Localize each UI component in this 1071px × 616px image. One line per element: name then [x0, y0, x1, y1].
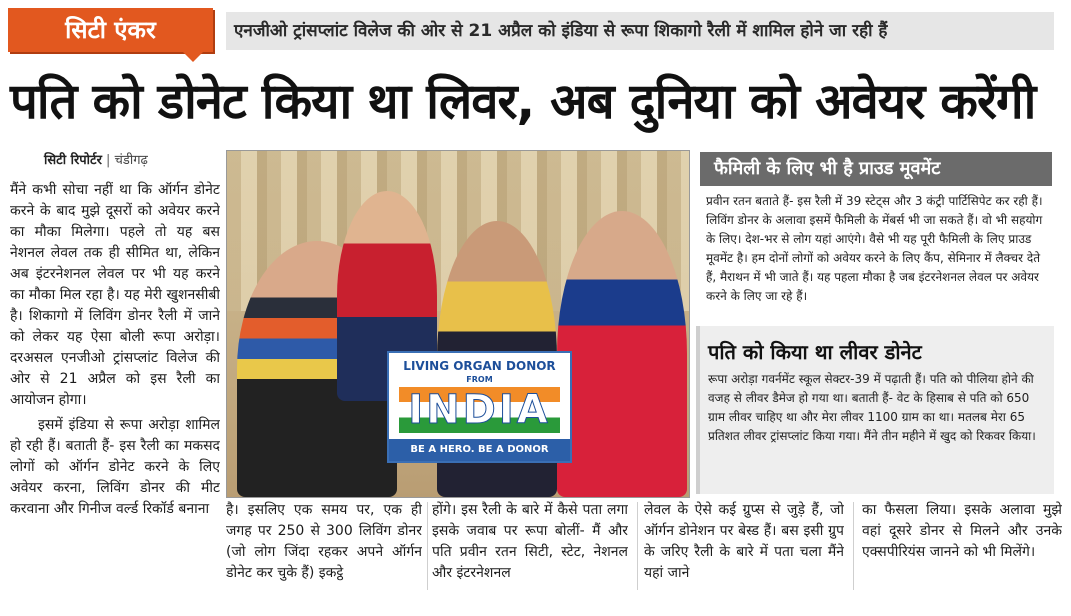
sign-line-2: FROM	[466, 375, 493, 384]
person-figure	[557, 211, 687, 497]
byline-reporter: सिटी रिपोर्टर	[44, 153, 102, 168]
byline-separator: |	[105, 153, 111, 168]
sign-line-3: INDIA	[399, 387, 560, 433]
sign-line-1: LIVING ORGAN DONOR	[403, 359, 556, 373]
article-paragraph: मैंने कभी सोचा नहीं था कि ऑर्गन डोनेट करने के बाद मुझे दूसरों को अवेयर करने का मौका मिलेगा। पहले तो यह बस नेशनल लेवल तक ही सीमित था, लेकिन अब इंटरनेशनल लेवल पर भी यह करने का मौका मिल रहा है। यह मेरी खुशनसीबी है। शिकागो में लिविंग डोनर रैली में जाने को लेकर यह ऐसा बोली रूपा अरोड़ा। दरअसल एनजीओ ट्रांसप्लांट विलेज की ओर से 21 अप्रैल को इस रैली का आयोजन होगा।	[10, 182, 220, 408]
article-column-4: लेवल के ऐसे कई ग्रुप्स से जुड़े हैं, जो ऑर्गन डोनेशन पर बेस्ड हैं। बस इसी ग्रुप के जरिए रैली के बारे में पता चला मैंने यहां जाने	[644, 502, 844, 581]
article-column-1	[10, 180, 220, 590]
section-tag: सिटी एंकर	[8, 8, 213, 52]
article-column-5: का फैसला लिया। इसके अलावा मुझे वहां दूसरे डोनर से मिलने और उनके एक्सपीरियंस जानने को भी मिलेंगे।	[862, 502, 1062, 560]
article-paragraph: इसमें इंडिया से रूपा अरोड़ा शामिल हो रही हैं। बताती हैं- इस रैली का मकसद लोगों को ऑर्गन डोनेट करने के लिए अवेयर करना, लिविंग डोनर की मीट करवाना और गिनीज वर्ल्ड रिकॉर्ड बनाना	[10, 417, 220, 517]
sidebar-2-body: रूपा अरोड़ा गवर्नमेंट स्कूल सेक्टर-39 में पढ़ाती हैं। पति को पीलिया होने की वजह से लीवर डैमेज हो गया था। बताती हैं- वेट के हिसाब से पति को 650 ग्राम लीवर चाहिए था और मेरा लीवर 1100 ग्राम का था। मतलब मेरा 65 प्रतिशत लीवर ट्रांसप्लांट किया गया। मैंने तीन महीने में खुद को रिकवर किया।	[708, 372, 1036, 443]
article-column-3: होंगे। इस रैली के बारे में कैसे पता लगा इसके जवाब पर रूपा बोलीं- मैं और पति प्रवीन रतन सिटी, स्टेट, नेशनल और इंटरनेशनल	[432, 502, 628, 581]
family-photo	[226, 150, 690, 498]
sidebar-1-heading: फैमिली के लिए भी है प्राउड मूवमेंट	[700, 152, 1052, 186]
column-divider	[427, 502, 428, 590]
sidebar-1-body: प्रवीन रतन बताते हैं- इस रैली में 39 स्टेट्स और 3 कंट्री पार्टिसिपेट कर रही हैं। लिविंग डोनर के अलावा इसमें फैमिली के मेंबर्स भी जा सकते हैं। वो भी सहयोग के लिए। देश-भर से लोग यहां आएंगे। वैसे भी यह पूरी फैमिली के लिए प्राउड मूवमेंट है। हम दोनों लोगों को अवेयर करने के लिए कैंप, सेमिनार में लैक्चर देते हैं, मैराथन में भी जाते हैं। यह पहला मौका है जब इंटरनेशनल लेवल पर अवेयर करने के लिए जा रहे हैं।	[706, 194, 1043, 303]
donor-sign	[387, 351, 572, 463]
sidebar-2	[696, 326, 1054, 494]
article-column-2: है। इसलिए एक समय पर, एक ही जगह पर 250 से 300 लिविंग डोनर (जो लोग जिंदा रहकर अपने ऑर्गन डोनेट कर चुके हैं) इकट्ठे	[226, 502, 422, 581]
sign-line-4: BE A HERO. BE A DONOR	[389, 439, 570, 461]
column-divider	[637, 502, 638, 590]
headline: पति को डोनेट किया था लिवर, अब दुनिया को अवेयर करेंगी	[10, 73, 1036, 130]
column-divider	[853, 502, 854, 590]
byline-city: चंडीगढ़	[114, 153, 148, 168]
sidebar-2-heading: पति को किया था लीवर डोनेट	[708, 340, 922, 364]
byline	[44, 150, 148, 168]
strapline: एनजीओ ट्रांसप्लांट विलेज की ओर से 21 अप्रैल को इंडिया से रूपा शिकागो रैली में शामिल होने जा रही हैं	[226, 12, 1054, 50]
